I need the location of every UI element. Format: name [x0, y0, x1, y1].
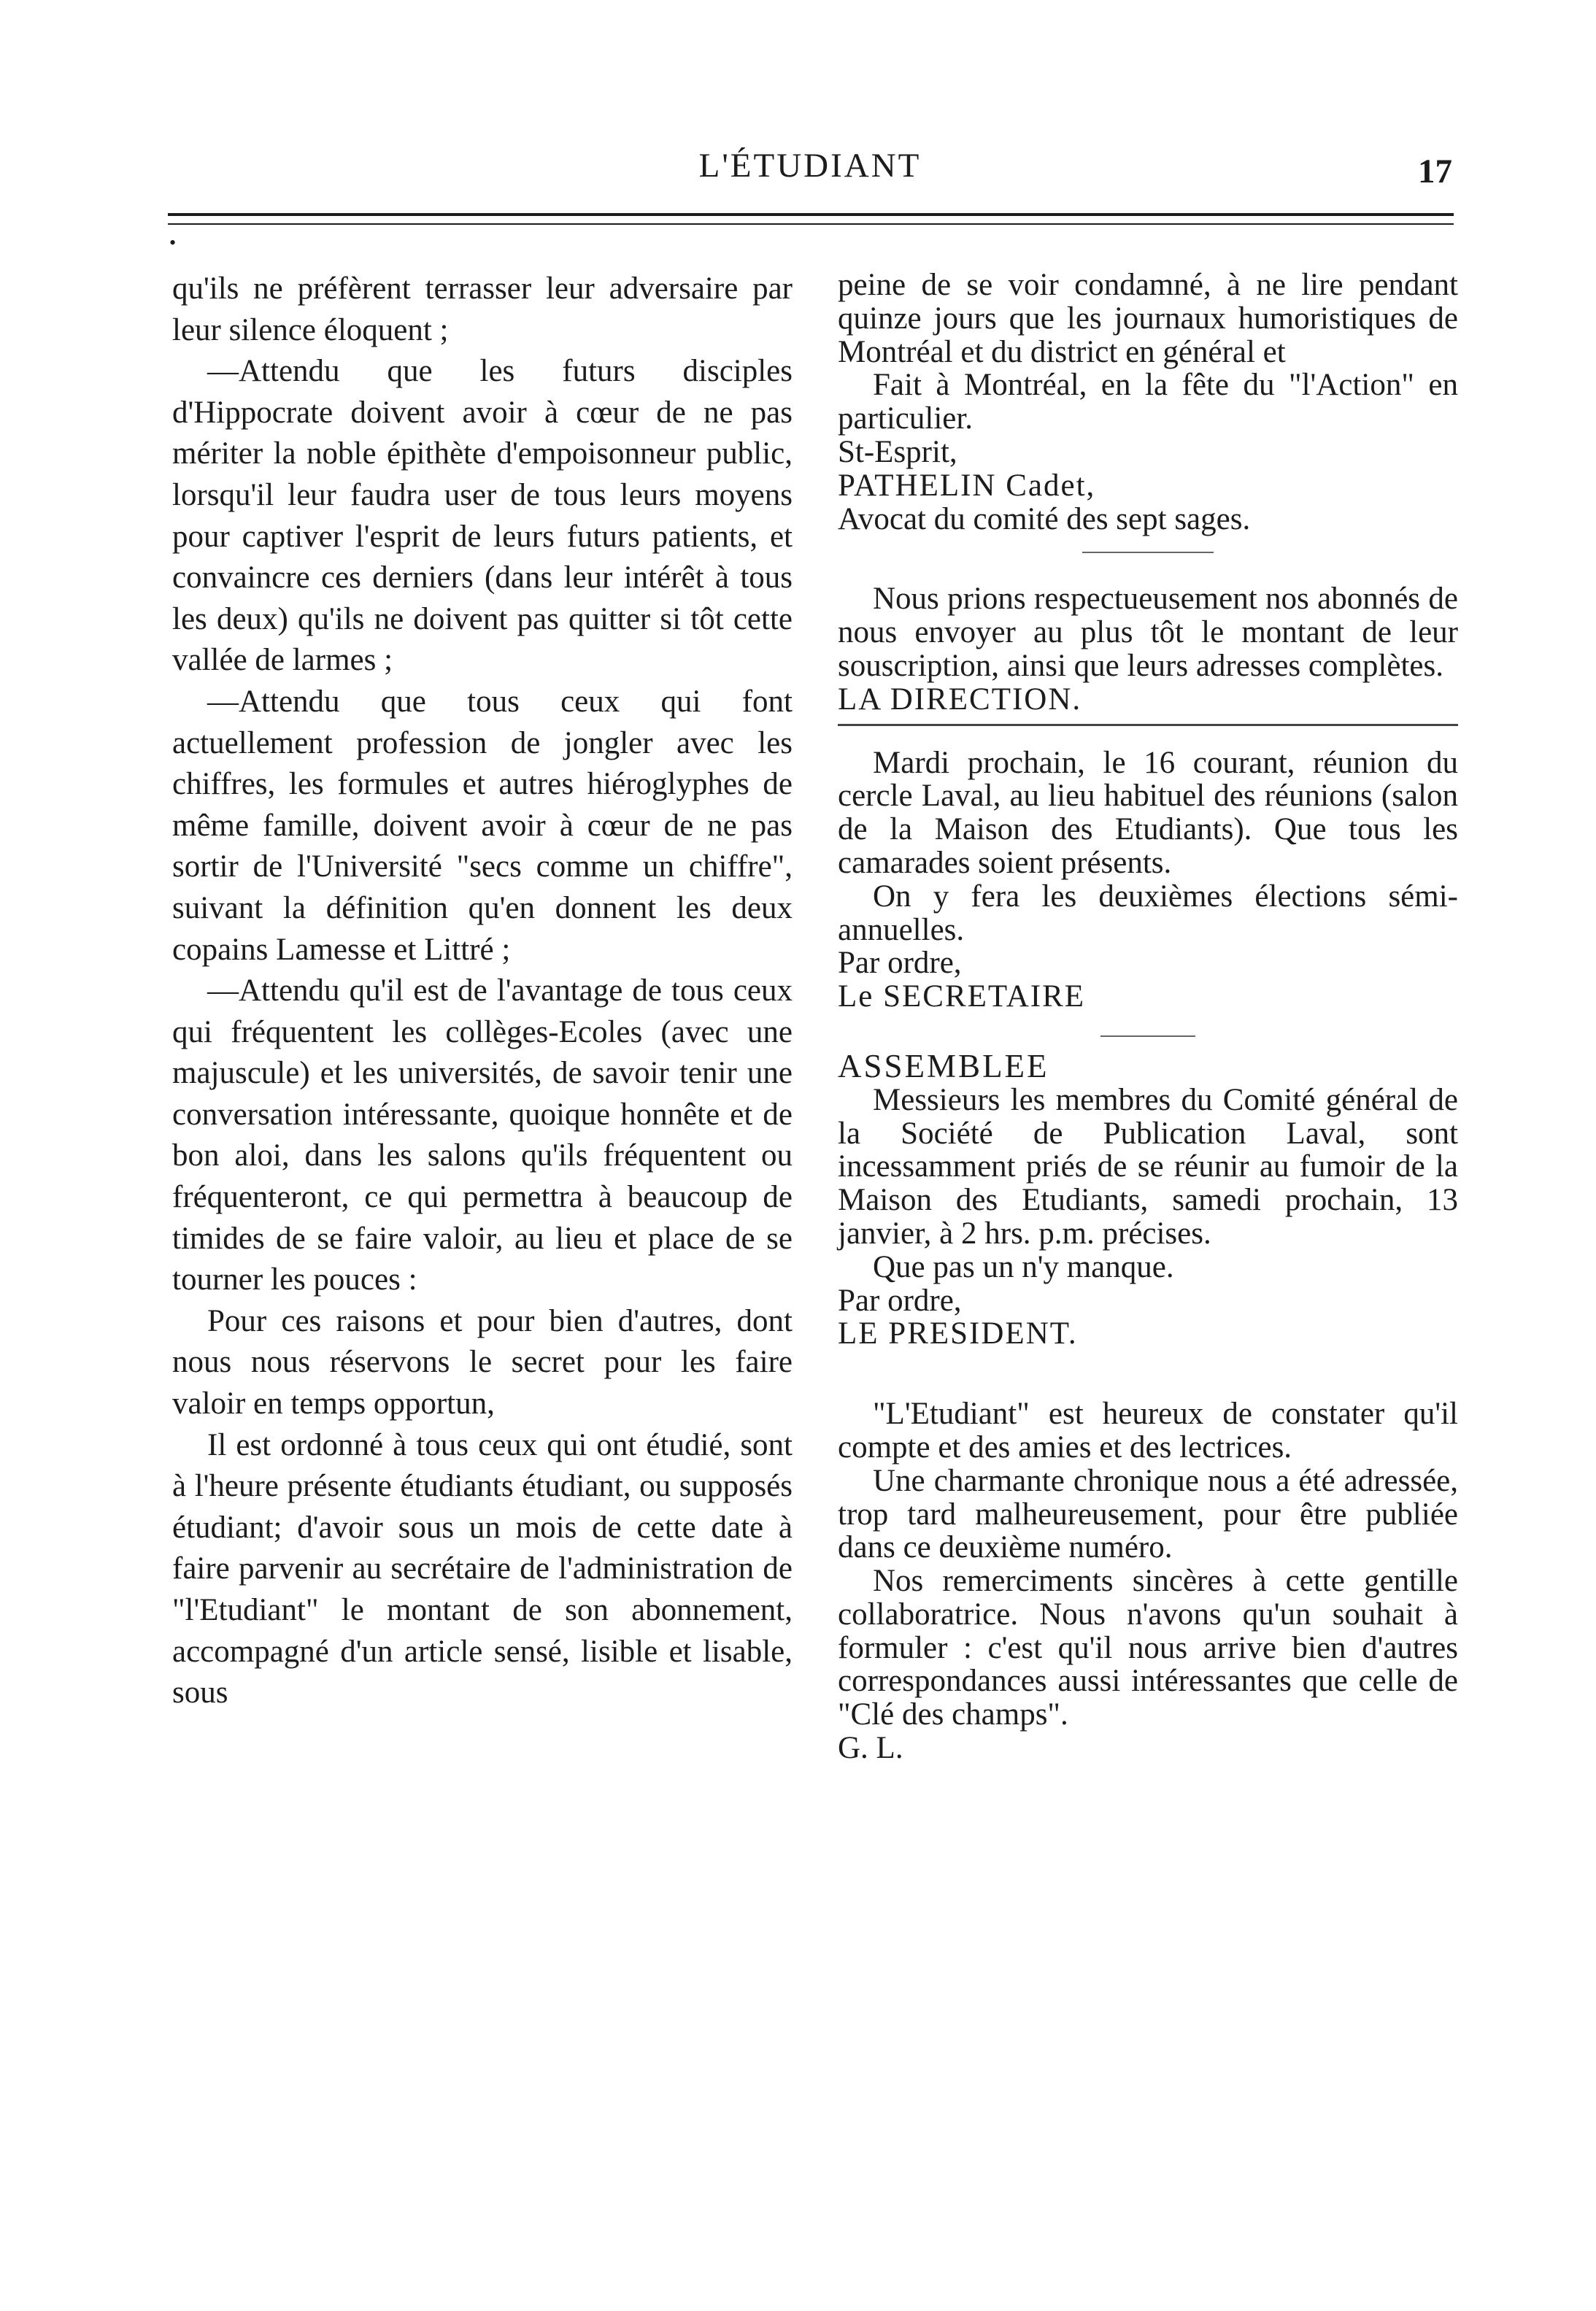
header-rule-top — [168, 213, 1454, 216]
assembly-signature: LE PRESIDENT. — [838, 1316, 1078, 1351]
meeting-order: Par ordre, — [838, 946, 962, 981]
header-rule-bottom — [168, 223, 1454, 225]
right-column — [838, 269, 1458, 1765]
meeting-signature: Le SECRETAIRE — [838, 979, 1086, 1014]
meeting-notice: Mardi prochain, le 16 courant, réunion du cercle Laval, au lieu habituel des réunions (salon de la Maison des Etudiants). Que tous les camarades soient présents. — [838, 745, 1458, 880]
assembly-order: Par ordre, — [838, 1283, 962, 1318]
decree-signature-name: PATHELIN Cadet, — [838, 468, 1096, 503]
left-paragraph: Pour ces raisons et pour bien d'autres, dont nous nous réservons le secret pour les faire valoir en temps opportun, — [172, 1303, 793, 1421]
running-title: L'ÉTUDIANT — [698, 147, 922, 185]
bullet-mark: • — [169, 232, 177, 253]
meeting-notice-elections: On y fera les deuxièmes élections sémi-annuelles. — [838, 879, 1458, 947]
left-paragraph: Il est ordonné à tous ceux qui ont étudié, sont à l'heure présente étudiants étudiant, ou supposés étudiant; d'avoir sous un mois de cette date à faire parvenir au secrétaire de l'administration de "l'Etudiant" le montant de son abonnement, accompagné d'un article sensé, lisible et lisable, sous — [172, 1427, 793, 1710]
section-separator — [1082, 552, 1214, 553]
left-paragraph: qu'ils ne préfèrent terrasser leur adversaire par leur silence éloquent ; — [172, 271, 793, 347]
subscriptions-signature: LA DIRECTION. — [838, 682, 1082, 717]
assembly-notice-2: Que pas un n'y manque. — [873, 1249, 1174, 1284]
decree-continuation: peine de se voir condamné, à ne lire pendant quinze jours que les journaux humoristiques de Montréal et du district en général et — [838, 268, 1458, 369]
section-separator — [1100, 1035, 1195, 1037]
page-number: 17 — [1418, 153, 1452, 190]
subscriptions-notice: Nous prions respectueusement nos abonnés de nous envoyer au plus tôt le montant de leur souscription, ainsi que leurs adresses complètes. — [838, 582, 1458, 683]
page-header — [168, 146, 1452, 197]
decree-signature-title: Avocat du comité des sept sages. — [838, 501, 1251, 536]
assembly-heading: ASSEMBLEE — [838, 1047, 1049, 1084]
decree-given-at-cont: St-Esprit, — [838, 434, 957, 469]
left-column — [172, 269, 793, 1714]
readers-paragraph: Une charmante chronique nous a été adressée, trop tard malheureusement, pour être publiée dans ce deuxième numéro. — [838, 1463, 1458, 1565]
readers-paragraph: "L'Etudiant" est heureux de constater qu'il compte et des amies et des lectrices. — [838, 1397, 1458, 1465]
decree-given-at: Fait à Montréal, en la fête du "l'Action" en particulier. — [838, 368, 1458, 436]
left-paragraph: —Attendu qu'il est de l'avantage de tous ceux qui fréquentent les collèges-Ecoles (avec une majuscule) et les universités, de savoir tenir une conversation intéressante, quoique honnête et de bon aloi, dans les salons qu'ils fréquentent ou fréquenteront, ce qui permettra à beaucoup de timides de se faire valoir, au lieu et place de se tourner les pouces : — [172, 973, 793, 1297]
section-separator — [838, 724, 1458, 726]
assembly-notice: Messieurs les membres du Comité général de la Société de Publication Laval, sont incessamment priés de se réunir au fumoir de la Maison des Etudiants, samedi prochain, 13 janvier, à 2 hrs. p.m. précises. — [838, 1082, 1458, 1251]
readers-signature: G. L. — [838, 1731, 903, 1766]
left-paragraph: —Attendu que les futurs disciples d'Hippocrate doivent avoir à cœur de ne pas mériter la noble épithète d'empoisonneur public, lorsqu'il leur faudra user de tous leurs moyens pour captiver l'esprit de leurs futurs patients, et convaincre ces derniers (dans leur intérêt à tous les deux) qu'ils ne doivent pas quitter si tôt cette vallée de larmes ; — [172, 354, 793, 678]
readers-paragraph: Nos remerciments sincères à cette gentille collaboratrice. Nous n'avons qu'un souhait à formuler : c'est qu'il nous arrive bien d'autres correspondances aussi intéressantes que celle de "Clé des champs". — [838, 1564, 1458, 1732]
left-paragraph: —Attendu que tous ceux qui font actuellement profession de jongler avec les chiffres, les formules et autres hiéroglyphes de même famille, doivent avoir à cœur de ne pas sortir de l'Université "secs comme un chiffre", suivant la définition qu'en donnent les deux copains Lamesse et Littré ; — [172, 684, 793, 967]
